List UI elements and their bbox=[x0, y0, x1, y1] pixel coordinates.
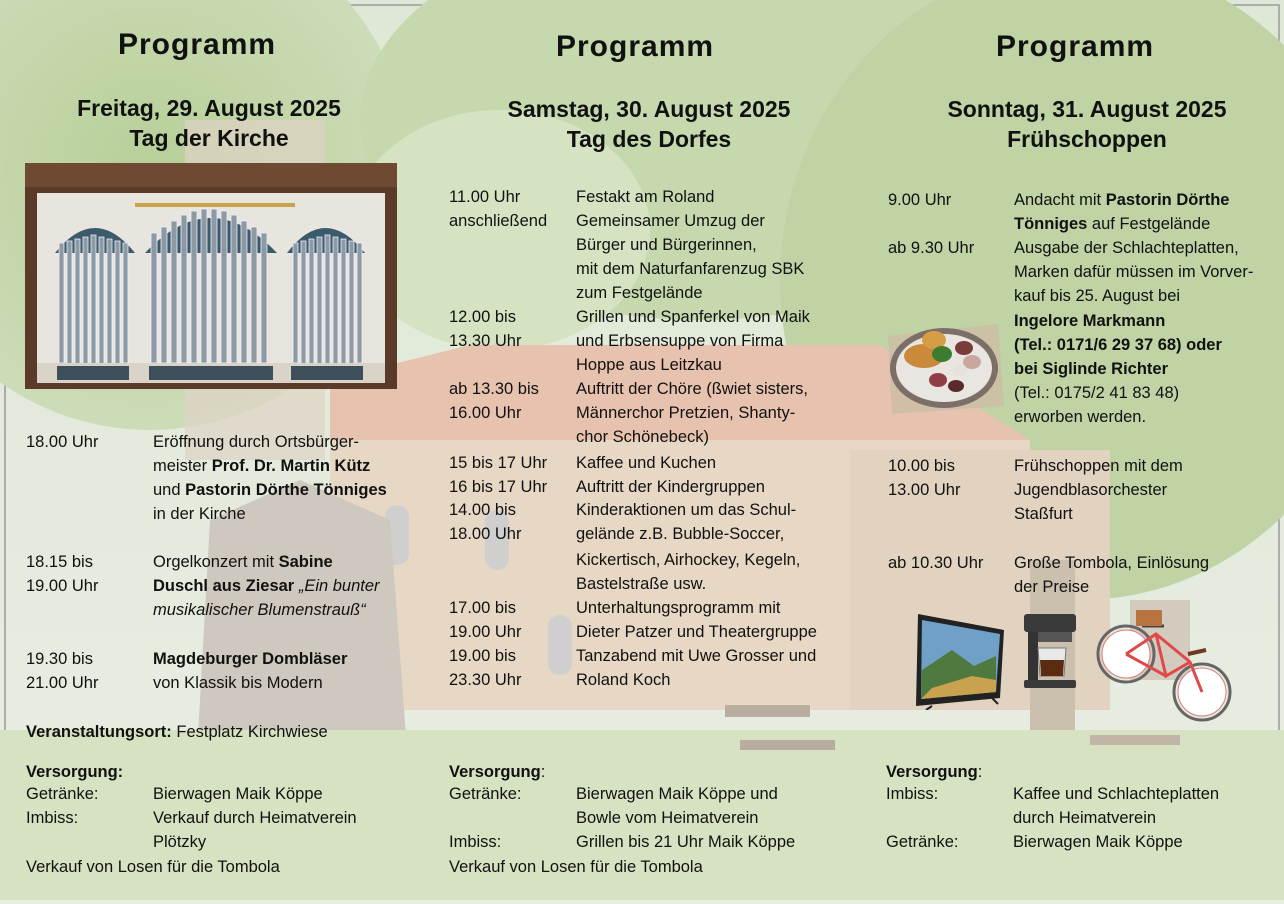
saturday-lots: Verkauf von Losen für die Tombola bbox=[449, 858, 703, 876]
sunday-e1-pastor: Pastorin Dörthe bbox=[1105, 191, 1230, 209]
saturday-row-text: Tanzabend mit Uwe Grosser und bbox=[576, 647, 817, 665]
saturday-drinks-label: Getränke: bbox=[449, 785, 522, 803]
sunday-e3-line1: Frühschoppen mit dem bbox=[1014, 457, 1183, 475]
friday-e2-line1 bbox=[153, 550, 333, 574]
saturday-row-text: chor Schönebeck) bbox=[576, 428, 709, 446]
saturday-row-text: zum Festgelände bbox=[576, 284, 703, 302]
friday-e1-mayor: Prof. Dr. Martin Kütz bbox=[211, 457, 371, 475]
sunday-e2-line7: (Tel.: 0175/2 41 83 48) bbox=[1014, 384, 1180, 402]
saturday-food-value: Grillen bis 21 Uhr Maik Köppe bbox=[576, 833, 796, 851]
friday-e2-performer: Duschl aus Ziesar bbox=[153, 577, 295, 595]
saturday-food-label: Imbiss: bbox=[449, 833, 502, 851]
friday-e2-time2: 19.00 Uhr bbox=[26, 577, 99, 595]
saturday-row-text: Festakt am Roland bbox=[576, 188, 715, 206]
friday-e1-line2 bbox=[153, 454, 370, 478]
sunday-e3-line3: Staßfurt bbox=[1014, 505, 1073, 523]
friday-venue-label: Veranstaltungsort: bbox=[26, 723, 172, 741]
saturday-row-text: mit dem Naturfanfarenzug SBK bbox=[576, 260, 805, 278]
sunday-food-line2: durch Heimatverein bbox=[1013, 809, 1157, 827]
saturday-row-text: Kickertisch, Airhockey, Kegeln, bbox=[576, 551, 801, 569]
saturday-row-text: Bastelstraße usw. bbox=[576, 575, 707, 593]
saturday-row-text: gelände z.B. Bubble-Soccer, bbox=[576, 525, 785, 543]
saturday-row-text: Roland Koch bbox=[576, 671, 671, 689]
sunday-e1-line1 bbox=[1014, 188, 1230, 212]
sunday-e3-time2: 13.00 Uhr bbox=[888, 481, 961, 499]
saturday-row-time: 17.00 bis bbox=[449, 599, 516, 617]
food-plate-image bbox=[880, 310, 1008, 422]
sunday-e4-time: ab 10.30 Uhr bbox=[888, 554, 984, 572]
friday-e1-line3 bbox=[153, 478, 387, 502]
sunday-e4-line1: Große Tombola, Einlösung bbox=[1014, 554, 1210, 572]
friday-title: Programm bbox=[118, 28, 277, 61]
sunday-e2-line1: Ausgabe der Schlachteplatten, bbox=[1014, 239, 1239, 257]
saturday-row-time: 11.00 Uhr bbox=[449, 188, 521, 206]
saturday-row-text: Auftritt der Chöre (ßwiet sisters, bbox=[576, 380, 808, 398]
friday-e3-line2: von Klassik bis Modern bbox=[153, 674, 323, 692]
sunday-e2-line6: bei Siglinde Richter bbox=[1014, 360, 1169, 378]
saturday-row-text: und Erbsensuppe von Firma bbox=[576, 332, 784, 350]
saturday-supply-colon: : bbox=[540, 763, 546, 781]
sunday-subtitle: Frühschoppen bbox=[1007, 126, 1167, 152]
sunday-e2-line2: Marken dafür müssen im Vorver- bbox=[1014, 263, 1254, 281]
sunday-e2-line8: erworben werden. bbox=[1014, 408, 1147, 426]
saturday-supply-title bbox=[449, 760, 545, 784]
saturday-row-time: 23.30 Uhr bbox=[449, 671, 522, 689]
coffee-machine-prize-image bbox=[1020, 612, 1080, 690]
friday-food-label: Imbiss: bbox=[26, 809, 79, 827]
saturday-row-time: 12.00 bis bbox=[449, 308, 516, 326]
friday-e3-line1: Magdeburger Dombläser bbox=[153, 650, 348, 668]
organ-photo bbox=[25, 163, 397, 389]
saturday-row-text: Hoppe aus Leitzkau bbox=[576, 356, 722, 374]
saturday-row-time: 14.00 bis bbox=[449, 501, 516, 519]
saturday-row-time: anschließend bbox=[449, 212, 548, 230]
sunday-date: Sonntag, 31. August 2025 bbox=[947, 96, 1227, 122]
sunday-e1-location: auf Festgelände bbox=[1087, 215, 1211, 233]
sunday-e2-line3: kauf bis 25. August bei bbox=[1014, 287, 1181, 305]
saturday-drinks-line2: Bowle vom Heimatverein bbox=[576, 809, 759, 827]
sunday-e1-line1-text: Andacht mit bbox=[1014, 191, 1106, 209]
friday-drinks-value: Bierwagen Maik Köppe bbox=[153, 785, 323, 803]
friday-e2-line3: musikalischer Blumenstrauß“ bbox=[153, 601, 366, 619]
friday-venue-value: Festplatz Kirchwiese bbox=[171, 723, 328, 741]
saturday-row-text: Kinderaktionen um das Schul- bbox=[576, 501, 797, 519]
friday-e1-line3-text: und bbox=[153, 481, 186, 499]
saturday-row-text: Auftritt der Kindergruppen bbox=[576, 478, 765, 496]
saturday-row-time: 18.00 Uhr bbox=[449, 525, 522, 543]
sunday-e1-time: 9.00 Uhr bbox=[888, 191, 952, 209]
friday-e2-line2 bbox=[153, 574, 380, 598]
sunday-supply-title bbox=[886, 760, 982, 784]
friday-e2-time1: 18.15 bis bbox=[26, 553, 93, 571]
friday-venue bbox=[26, 720, 328, 744]
saturday-row-text: Kaffee und Kuchen bbox=[576, 454, 717, 472]
friday-e1-time: 18.00 Uhr bbox=[26, 433, 99, 451]
friday-supply-title: Versorgung: bbox=[26, 763, 124, 781]
saturday-supply-word: Versorgung bbox=[449, 763, 541, 781]
saturday-row-text: Männerchor Pretzien, Shanty- bbox=[576, 404, 796, 422]
sunday-drinks-value: Bierwagen Maik Köppe bbox=[1013, 833, 1183, 851]
sunday-e3-line2: Jugendblasorchester bbox=[1014, 481, 1168, 499]
friday-food-line1: Verkauf durch Heimatverein bbox=[153, 809, 357, 827]
saturday-row-time: 19.00 bis bbox=[449, 647, 516, 665]
sunday-e1-line2 bbox=[1014, 212, 1210, 236]
sunday-e2-line5: (Tel.: 0171/6 29 37 68) oder bbox=[1014, 336, 1222, 354]
friday-e1-line4: in der Kirche bbox=[153, 505, 246, 523]
friday-e2-performer-first: Sabine bbox=[278, 553, 333, 571]
saturday-title: Programm bbox=[556, 30, 715, 63]
saturday-row-text: Unterhaltungsprogramm mit bbox=[576, 599, 781, 617]
sunday-e2-line4: Ingelore Markmann bbox=[1014, 312, 1166, 330]
saturday-row-time: ab 13.30 bis bbox=[449, 380, 539, 398]
saturday-row-time: 19.00 Uhr bbox=[449, 623, 522, 641]
sunday-e2-time: ab 9.30 Uhr bbox=[888, 239, 975, 257]
sunday-e1-pastor-surname: Tönniges bbox=[1014, 215, 1088, 233]
sunday-supply-word: Versorgung bbox=[886, 763, 978, 781]
saturday-row-text: Grillen und Spanferkel von Maik bbox=[576, 308, 810, 326]
friday-date: Freitag, 29. August 2025 bbox=[77, 95, 341, 121]
sunday-e4-line2: der Preise bbox=[1014, 578, 1090, 596]
sunday-food-label: Imbiss: bbox=[886, 785, 939, 803]
sunday-food-line1: Kaffee und Schlachteplatten bbox=[1013, 785, 1220, 803]
saturday-row-text: Dieter Patzer und Theatergruppe bbox=[576, 623, 817, 641]
saturday-drinks-line1: Bierwagen Maik Köppe und bbox=[576, 785, 778, 803]
bicycle-prize-image bbox=[1094, 604, 1234, 724]
friday-e2-quote-start: „Ein bunter bbox=[294, 577, 380, 595]
sunday-supply-colon: : bbox=[977, 763, 983, 781]
tv-prize-image bbox=[912, 610, 1008, 710]
friday-food-line2: Plötzky bbox=[153, 833, 207, 851]
sunday-e3-time1: 10.00 bis bbox=[888, 457, 955, 475]
friday-e2-line1-text: Orgelkonzert mit bbox=[153, 553, 279, 571]
sunday-title: Programm bbox=[996, 30, 1155, 63]
friday-lots: Verkauf von Losen für die Tombola bbox=[26, 858, 280, 876]
friday-drinks-label: Getränke: bbox=[26, 785, 99, 803]
saturday-row-time: 16.00 Uhr bbox=[449, 404, 522, 422]
saturday-row-time: 16 bis 17 Uhr bbox=[449, 478, 548, 496]
saturday-date: Samstag, 30. August 2025 bbox=[507, 96, 791, 122]
friday-e1-pastor: Pastorin Dörthe Tönniges bbox=[185, 481, 387, 499]
friday-e1-line1: Eröffnung durch Ortsbürger- bbox=[153, 433, 360, 451]
saturday-row-time: 15 bis 17 Uhr bbox=[449, 454, 548, 472]
friday-e1-line2-text: meister bbox=[153, 457, 212, 475]
saturday-row-text: Bürger und Bürgerinnen, bbox=[576, 236, 757, 254]
saturday-subtitle: Tag des Dorfes bbox=[566, 126, 732, 152]
saturday-row-time: 13.30 Uhr bbox=[449, 332, 522, 350]
friday-subtitle: Tag der Kirche bbox=[129, 125, 289, 151]
saturday-row-text: Gemeinsamer Umzug der bbox=[576, 212, 765, 230]
sunday-drinks-label: Getränke: bbox=[886, 833, 959, 851]
friday-e3-time1: 19.30 bis bbox=[26, 650, 93, 668]
friday-e3-time2: 21.00 Uhr bbox=[26, 674, 99, 692]
